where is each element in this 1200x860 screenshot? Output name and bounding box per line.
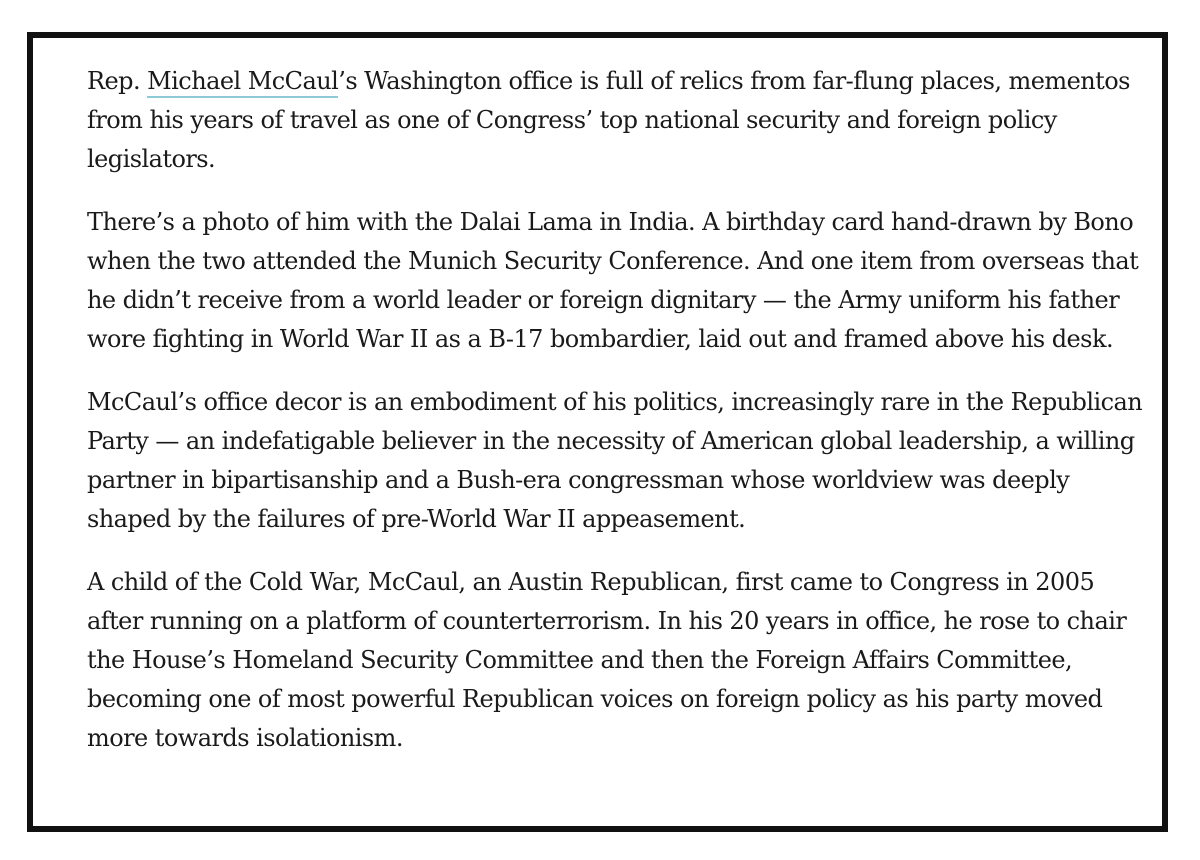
michael-mccaul-link[interactable]: Michael McCaul xyxy=(147,67,338,98)
article-frame xyxy=(27,32,1168,832)
paragraph-1 xyxy=(87,62,1152,179)
paragraph-1-rest: ’s Washington office is full of relics from far-flung places, mementos from his years of travel as one of Congress’ top national security and foreign policy legislators. xyxy=(87,67,1130,173)
paragraph-1-lead: Rep. xyxy=(87,67,148,95)
paragraph-3: McCaul’s office decor is an embodiment of his politics, increasingly rare in the Republican Party — an indefatigable believer in the necessity of American global leadership, a willing partner in bipartisanship and a Bush-era congressman whose worldview was deeply shaped by the failures of pre-World War II appeasement. xyxy=(87,388,1143,533)
paragraph-2: There’s a photo of him with the Dalai Lama in India. A birthday card hand-drawn by Bono when the two attended the Munich Security Conference. And one item from overseas that he didn’t receive from a world leader or foreign dignitary — the Army uniform his father wore fighting in World War II as a B-17 bombardier, laid out and framed above his desk. xyxy=(87,208,1139,353)
paragraph-4: A child of the Cold War, McCaul, an Austin Republican, first came to Congress in 2005 after running on a platform of counterterrorism. In his 20 years in office, he rose to chair the House’s Homeland Security Committee and then the Foreign Affairs Committee, becoming one of most powerful Republican voices on foreign policy as his party moved more towards isolationism. xyxy=(87,568,1127,752)
article-body xyxy=(87,62,1152,782)
